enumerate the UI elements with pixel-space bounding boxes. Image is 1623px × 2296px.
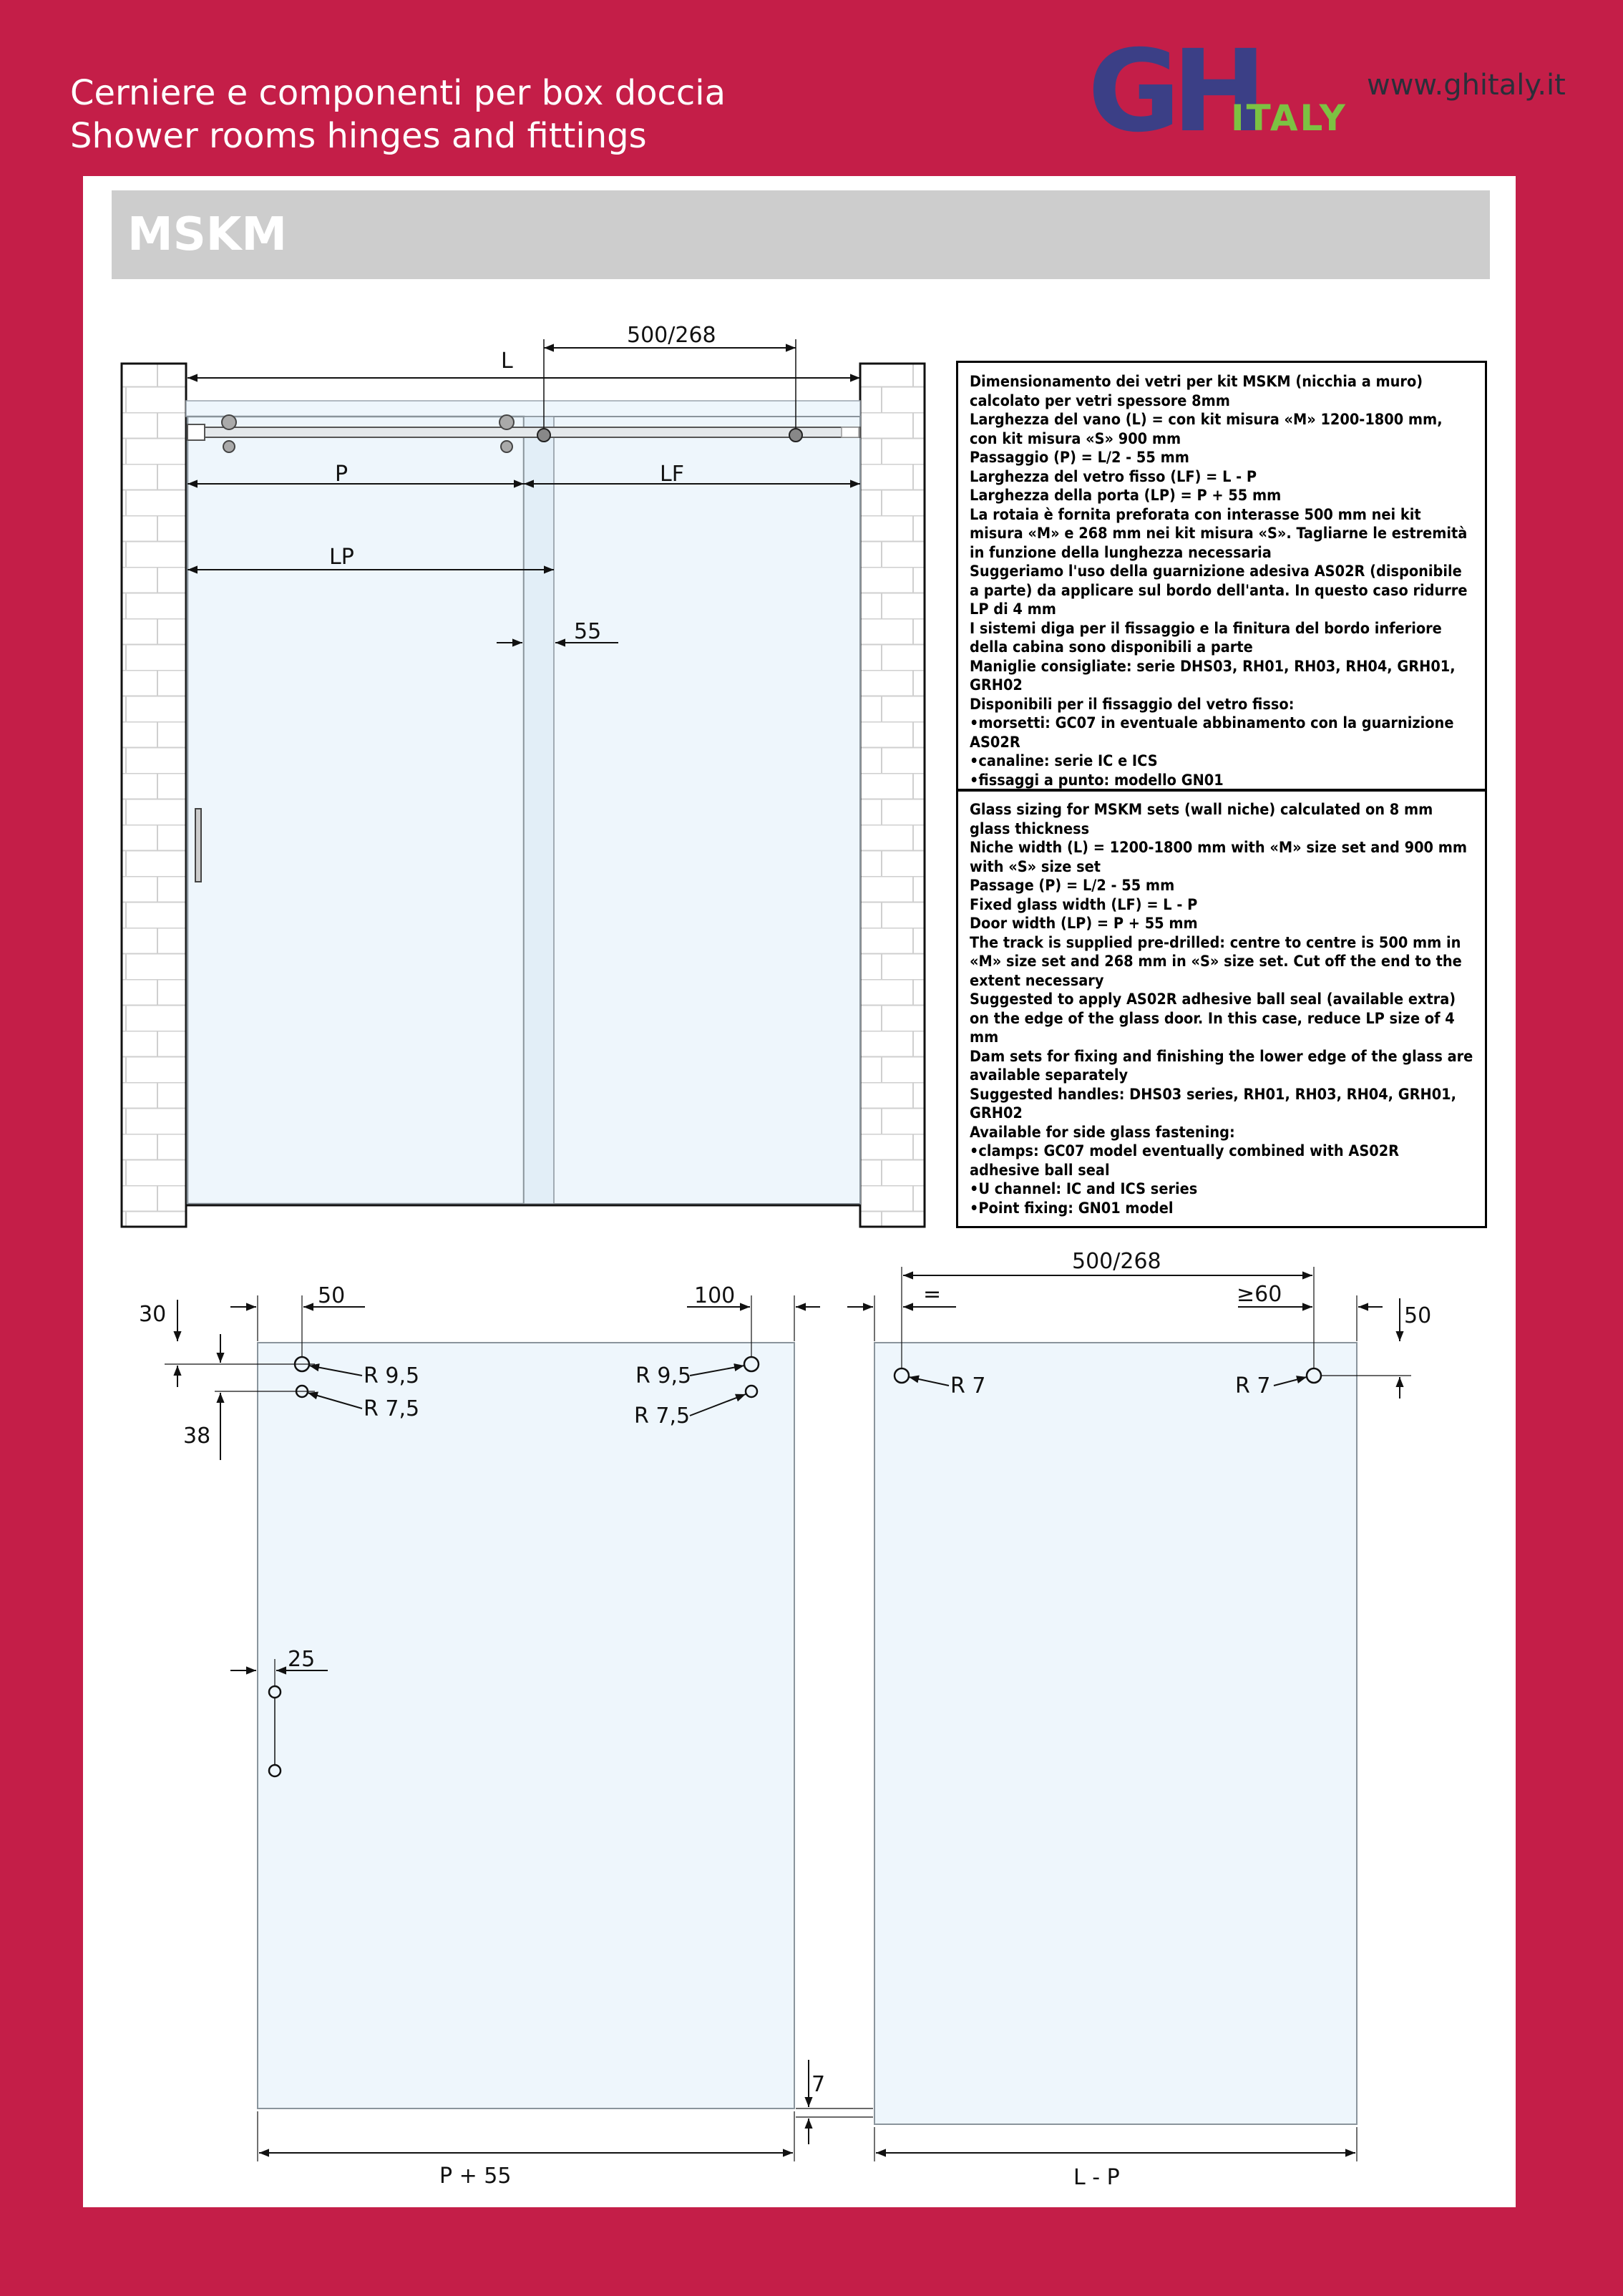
spec-line: •Point fixing: GN01 model <box>970 1199 1174 1217</box>
spec-line: Fixed glass width (LF) = L - P <box>970 895 1198 914</box>
spec-line: Maniglie consigliate: serie DHS03, RH01, RH03, RH04, GRH01, GRH02 <box>970 657 1456 694</box>
spec-line: Larghezza del vetro fisso (LF) = L - P <box>970 467 1257 486</box>
spec-heading: Dimensionamento dei vetri per kit MSKM (nicchia a muro) calcolato per vetri spessore 8mm <box>970 373 1423 410</box>
spec-line: Passage (P) = L/2 - 55 mm <box>970 877 1175 895</box>
dim-lf-label: LF <box>660 462 684 487</box>
spec-line: Dam sets for fixing and finishing the lower edge of the glass are available separately <box>970 1047 1473 1084</box>
spec-line: Larghezza del vano (L) = con kit misura «M» 1200-1800 mm, con kit misura «S» 900 mm <box>970 411 1443 448</box>
spec-line: La rotaia è fornita preforata con interasse 500 mm nei kit misura «M» e 268 mm nei kit misura «S». Tagliarne le estremità in funzione della lunghezza necessaria <box>970 505 1468 562</box>
logo-main: GH <box>1088 33 1258 140</box>
spec-line: •fissaggi a punto: modello GN01 <box>970 771 1224 789</box>
dim-lp-label: LP <box>329 545 354 570</box>
fixed-width-label: L - P <box>1073 2165 1120 2190</box>
spec-line: The track is supplied pre-drilled: centre to centre is 500 mm in «M» size set and 268 mm in «S» size set. Cut off the end to the extent necessary <box>970 933 1462 990</box>
rail-hole-left <box>537 429 550 442</box>
dim-100-label: 100 <box>694 1283 736 1308</box>
header-title-it: Cerniere e componenti per box doccia <box>70 73 726 113</box>
left-wall <box>122 364 186 1227</box>
spec-heading: Glass sizing for MSKM sets (wall niche) calculated on 8 mm glass thickness <box>970 801 1433 838</box>
logo-sub: ITALY <box>1231 97 1347 139</box>
spec-line: Available for side glass fastening: <box>970 1123 1235 1142</box>
fixed-glass-detail <box>847 1249 1431 2190</box>
spec-line: Passaggio (P) = L/2 - 55 mm <box>970 449 1189 467</box>
sliding-rail <box>187 427 860 437</box>
website-link[interactable]: www.ghitaly.it <box>1367 69 1566 102</box>
fixed-rail-label: 500/268 <box>1072 1249 1161 1274</box>
rail-end-left <box>187 424 205 440</box>
dim-38-label: 38 <box>183 1424 211 1449</box>
spec-line: •morsetti: GC07 in eventuale abbinamento con la guarnizione AS02R <box>970 714 1454 751</box>
niche-top-band <box>186 401 860 417</box>
r7-left-label: R 7 <box>950 1373 986 1398</box>
dim-7-label: 7 <box>812 2072 826 2097</box>
door-width-label: P + 55 <box>439 2164 512 2189</box>
door-handle <box>195 809 201 882</box>
spec-line: Suggested to apply AS02R adhesive ball seal (available extra) on the edge of the glass door. In this case, reduce LP size of 4 mm <box>970 991 1456 1046</box>
spec-line: Larghezza della porta (LP) = P + 55 mm <box>970 487 1282 505</box>
r7-right-label: R 7 <box>1235 1373 1271 1398</box>
right-wall <box>860 364 925 1227</box>
dim-55-label: 55 <box>574 619 602 644</box>
dim-p-label: P <box>335 462 349 487</box>
spec-line: Disponibili per il fissaggio del vetro fisso: <box>970 695 1295 714</box>
rail-hole-right <box>789 429 802 442</box>
spec-line: Niche width (L) = 1200-1800 mm with «M» size set and 900 mm with «S» size set <box>970 839 1468 876</box>
dim-30-label: 30 <box>139 1302 167 1327</box>
elevation-view <box>122 323 925 1227</box>
r95-left-label: R 9,5 <box>364 1363 420 1388</box>
r75-left-label: R 7,5 <box>364 1396 420 1421</box>
spec-line: Suggested handles: DHS03 series, RH01, RH03, RH04, GRH01, GRH02 <box>970 1085 1456 1122</box>
dim-25-label: 25 <box>288 1647 316 1672</box>
dim-60-label: ≥60 <box>1237 1282 1282 1307</box>
dim-fixed-50-label: 50 <box>1404 1303 1432 1328</box>
fixed-glass-panel <box>524 417 860 1204</box>
spec-line: Suggeriamo l'uso della guarnizione adesiva AS02R (disponibile a parte) da applicare sul bordo dell'anta. In questo caso ridurre LP di 4 mm <box>970 563 1468 618</box>
dim-eq-label: = <box>923 1282 942 1307</box>
overlap-strip <box>524 417 554 1204</box>
dim-50-label: 50 <box>318 1283 346 1308</box>
fixed-glass-sheet <box>874 1343 1357 2124</box>
dim-l-label: L <box>501 349 513 374</box>
r95-right-label: R 9,5 <box>635 1363 692 1388</box>
r75-right-label: R 7,5 <box>634 1404 691 1429</box>
spec-line: Door width (LP) = P + 55 mm <box>970 915 1198 933</box>
door-glass-panel <box>187 417 524 1204</box>
spec-line: I sistemi diga per il fissaggio e la finitura del bordo inferiore della cabina sono disponibili a parte <box>970 619 1442 656</box>
product-title: MSKM <box>127 208 288 261</box>
spec-line: •U channel: IC and ICS series <box>970 1180 1198 1198</box>
dim-rail-label: 500/268 <box>627 323 716 348</box>
spec-line: •clamps: GC07 model eventually combined with AS02R adhesive ball seal <box>970 1142 1400 1179</box>
rail-end-right <box>842 427 859 437</box>
door-glass-detail <box>139 1283 873 2189</box>
door-glass-sheet <box>258 1343 794 2108</box>
spec-line: •canaline: serie IC e ICS <box>970 752 1158 770</box>
header-title-en: Shower rooms hinges and fittings <box>70 116 647 156</box>
